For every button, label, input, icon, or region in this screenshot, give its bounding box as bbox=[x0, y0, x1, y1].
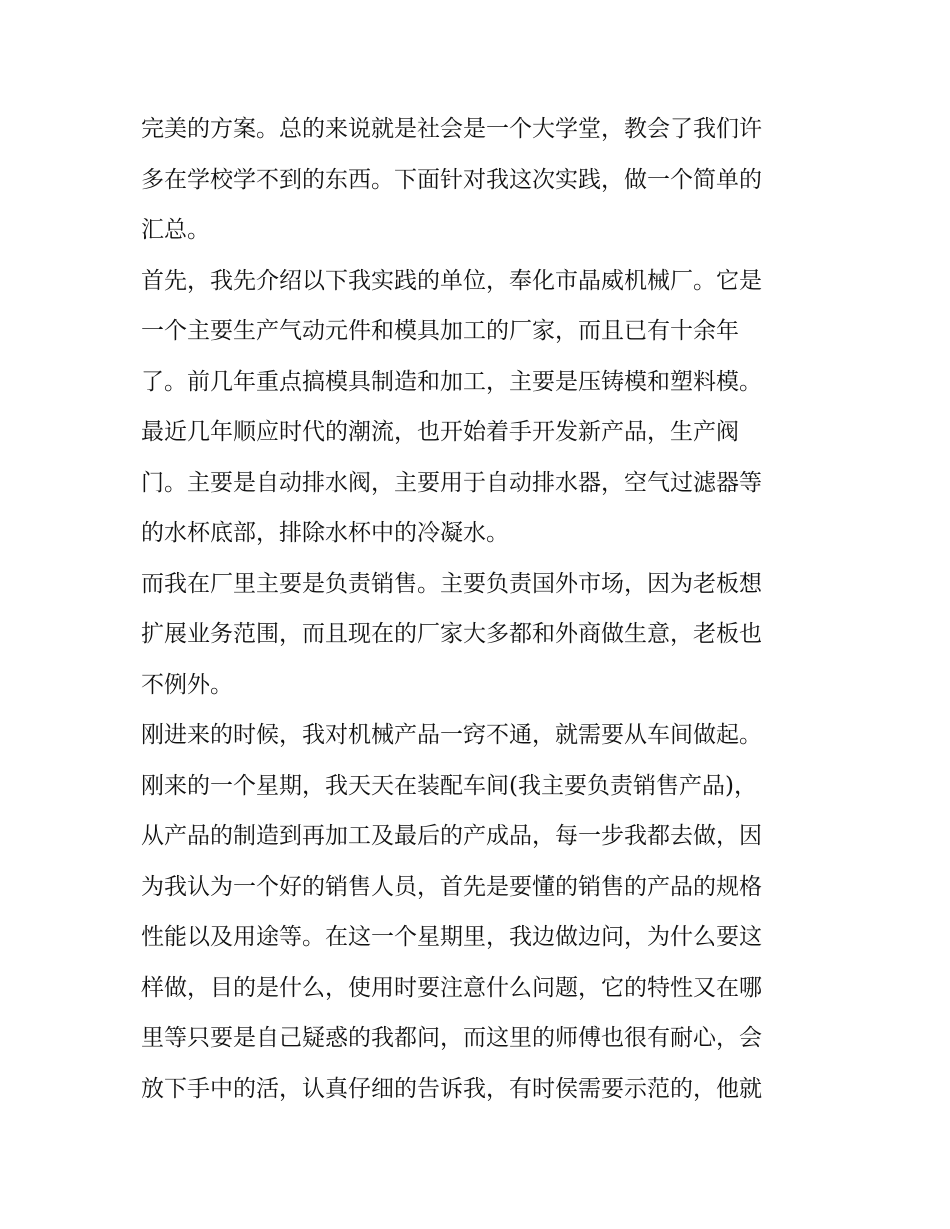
text-line: 为我认为一个好的销售人员，首先是要懂的销售的产品的规格 bbox=[141, 873, 762, 900]
text-line: 性能以及用途等。在这一个星期里，我边做边问，为什么要这 bbox=[141, 924, 762, 950]
text-line: 多在学校学不到的东西。下面针对我这次实践，做一个简单的 bbox=[141, 166, 762, 193]
text-line: 里等只要是自己疑惑的我都问，而这里的师傅也很有耐心，会 bbox=[141, 1025, 762, 1051]
text-line: 样做，目的是什么，使用时要注意什么问题，它的特性又在哪 bbox=[141, 974, 762, 1001]
text-line: 门。主要是自动排水阀，主要用于自动排水器，空气过滤器等 bbox=[141, 469, 762, 496]
document-body bbox=[141, 104, 821, 1114]
text-line: 而我在厂里主要是负责销售。主要负责国外市场，因为老板想 bbox=[141, 570, 762, 597]
text-line: 刚进来的时候，我对机械产品一窍不通，就需要从车间做起。 bbox=[141, 722, 762, 748]
text-line: 一个主要生产气动元件和模具加工的厂家，而且已有十余年 bbox=[141, 318, 739, 344]
text-line: 刚来的一个星期，我天天在装配车间(我主要负责销售产品)， bbox=[141, 772, 757, 799]
text-line: 完美的方案。总的来说就是社会是一个大学堂，教会了我们许 bbox=[141, 116, 762, 142]
text-line: 首先，我先介绍以下我实践的单位，奉化市晶威机械厂。它是 bbox=[141, 267, 762, 294]
text-line: 扩展业务范围，而且现在的厂家大多都和外商做生意，老板也 bbox=[141, 621, 762, 647]
text-line: 从产品的制造到再加工及最后的产成品，每一步我都去做，因 bbox=[141, 823, 762, 849]
text-line: 的水杯底部，排除水杯中的冷凝水。 bbox=[141, 520, 509, 546]
text-line: 汇总。 bbox=[141, 217, 210, 243]
text-line: 了。前几年重点搞模具制造和加工，主要是压铸模和塑料模。 bbox=[141, 368, 762, 395]
text-line: 放下手中的活，认真仔细的告诉我，有时侯需要示范的，他就 bbox=[141, 1075, 762, 1102]
text-line: 不例外。 bbox=[141, 671, 233, 698]
text-line: 最近几年顺应时代的潮流，也开始着手开发新产品，生产阀 bbox=[141, 419, 739, 445]
